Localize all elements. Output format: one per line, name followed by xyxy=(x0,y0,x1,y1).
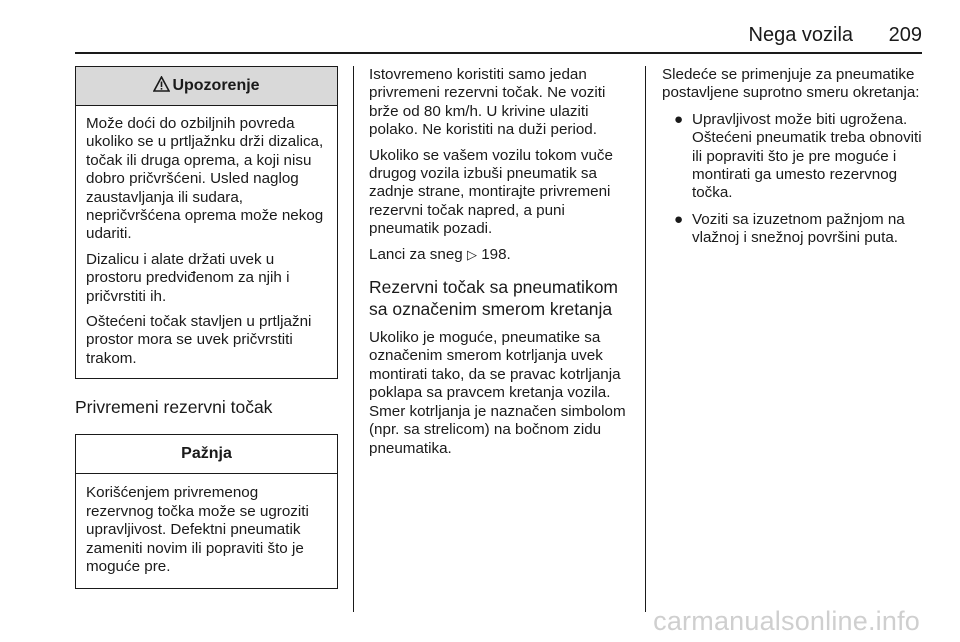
snow-chains-text: Lanci za sneg xyxy=(369,245,463,263)
caution-text: Korišćenjem privremenog rezervnog točka može se ugroziti upravljivost. Defektni pneumatik zameniti novim ili popraviti što je moguće pre. xyxy=(86,484,309,575)
snow-chains-page-ref[interactable]: 198. xyxy=(481,245,511,263)
caution-body xyxy=(76,474,337,588)
middle-column xyxy=(369,66,634,465)
warning-paragraph: Dizalicu i alate držati uvek u prostoru predviđenom za njih i pričvrstiti ih. xyxy=(86,250,290,305)
bullet-list xyxy=(662,111,928,248)
page-title: Nega vozila xyxy=(748,24,854,46)
column-divider-right xyxy=(645,66,646,612)
page-header xyxy=(749,24,922,47)
warning-paragraph: Oštećeni točak stavljen u prtljažni prostor mora se uvek pričvrstiti trakom. xyxy=(86,313,312,367)
warning-body xyxy=(76,106,337,378)
paragraph-opposite-direction-intro: Sledeće se primenjuje za pneumatike postavljene suprotno smeru okretanja: xyxy=(662,66,920,102)
list-item xyxy=(662,111,928,203)
paragraph-rotation-direction: Ukoliko je moguće, pneumatike sa označenim smerom kotrljanja uvek montirati tako, da se pravac kotrljanja poklapa sa pravcem kretanja vozila. Smer kotrljanja je naznačen simbolom (npr. sa strelicom) na bočnom zidu pneumatika. xyxy=(369,329,626,457)
bullet-icon: ● xyxy=(674,110,684,128)
warning-header xyxy=(76,67,337,106)
left-column xyxy=(75,66,338,589)
right-column xyxy=(662,66,928,256)
section-heading-directional-tyre: Rezervni točak sa pneumatikom sa označenim smerom kretanja xyxy=(369,277,618,320)
caution-header: Pažnja xyxy=(76,435,337,474)
list-item-text: Upravljivost može biti ugrožena. Oštećeni pneumatik treba obnoviti ili popraviti što je pre moguće i montirati ga umesto rezervnog točka. xyxy=(692,110,922,202)
warning-triangle-icon xyxy=(153,76,170,92)
list-item xyxy=(662,211,928,248)
warning-paragraph: Može doći do ozbiljnih povreda ukoliko se u prtljažnku drži dizalica, točak ili druga oprema, a koji nisu dobro pričvršćeni. Usled naglog zaustavljanja ili sudara, nepričvršćena oprema može nekog udariti. xyxy=(86,115,324,243)
caution-box xyxy=(75,434,338,589)
warning-title: Upozorenje xyxy=(172,77,260,94)
page-reference-icon: ▷ xyxy=(466,246,477,262)
header-divider xyxy=(75,52,922,54)
column-divider-left xyxy=(353,66,354,612)
list-item-text: Voziti sa izuzetnom pažnjom na vlažnoj i snežnoj površini puta. xyxy=(692,210,905,247)
paragraph-spare-usage: Istovremeno koristiti samo jedan privremeni rezervni točak. Ne voziti brže od 80 km/h. U krivine ulaziti polako. Ne koristiti na duži period. xyxy=(369,66,606,139)
bullet-icon: ● xyxy=(674,210,684,228)
watermark: carmanualsonline.info xyxy=(653,606,920,636)
section-heading-temporary-spare: Privremeni rezervni točak xyxy=(75,397,273,418)
snow-chains-reference xyxy=(369,246,634,264)
page-number: 209 xyxy=(888,24,922,46)
paragraph-towing: Ukoliko se vašem vozilu tokom vuče drugog vozila izbuši pneumatik sa zadnje strane, montirajte privremeni rezervni točak napred, a puni pneumatik pozadi. xyxy=(369,146,613,238)
warning-box xyxy=(75,66,338,379)
